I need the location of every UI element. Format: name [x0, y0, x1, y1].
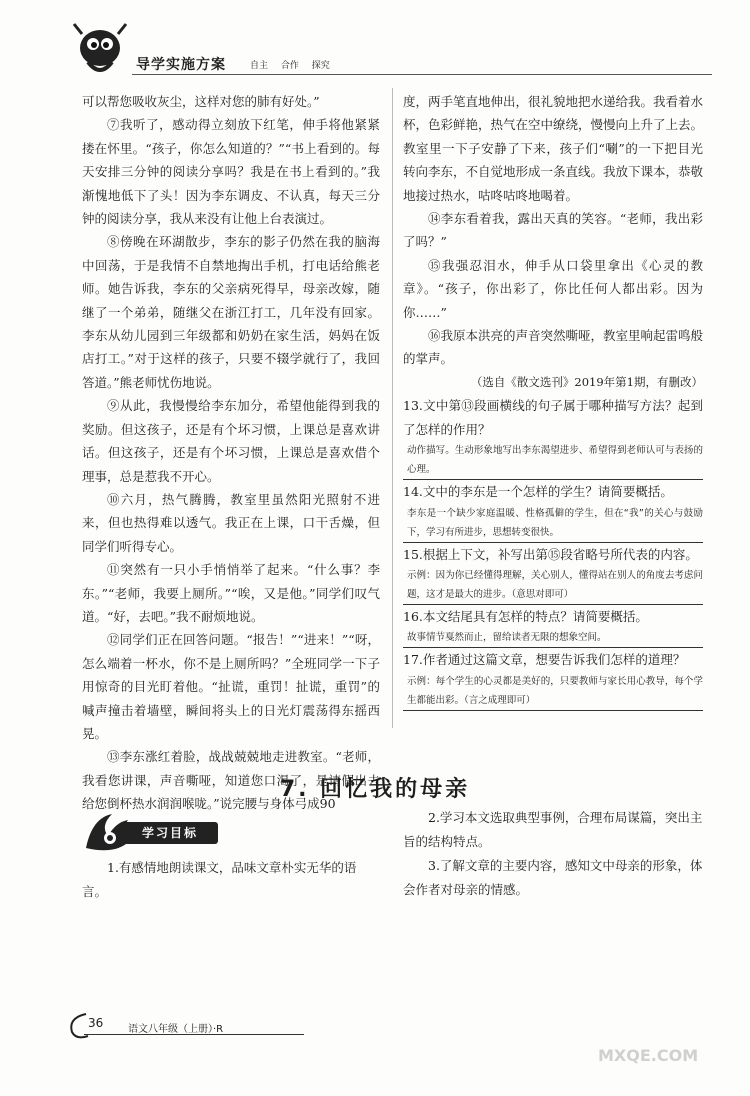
- tag-cooperation: 合作: [280, 61, 299, 71]
- right-para-14: ⑭李东看着我，露出天真的笑容。“老师，我出彩了吗？”: [403, 211, 703, 250]
- question-text: 17.作者通过这篇文章，想要告诉我们怎样的道理？: [403, 652, 686, 668]
- question-17: [403, 648, 703, 710]
- question-text: 13.文中第⑬段画横线的句子属于哪种描写方法？起到了怎样的作用？: [403, 398, 703, 437]
- column-divider: [392, 88, 393, 728]
- watermark: MXQE.COM: [598, 1046, 699, 1065]
- left-para-8: ⑧傍晚在环湖散步，李东的影子仍然在我的脑海中回荡，于是我情不自禁地掏出手机，打电话给熊老师。她告诉我，李东的父亲病死得早，母亲改嫁，随继了一个弟弟，随继父在浙江打工，几年没有回家。李东从幼儿园到三年级都和奶奶在家生活，妈妈在饭店打工。”对于这样的孩子，只要不辍学就行了，我回答道。”熊老师忧伤地说。: [82, 234, 380, 390]
- question-14: [403, 480, 703, 542]
- answer-line: 李东是一个缺少家庭温暖、性格孤僻的学生，但在“我”的关心与鼓励下，学习有所进步，思想转变很快。: [403, 504, 703, 543]
- right-para-1: 度，两手笔直地伸出，很礼貌地把水递给我。我看着水杯，色彩鲜艳，热气在空中缭绕，慢慢向上升了上去。教室里一下子安静了下来，孩子们“唰”的一下把目光转向李东，不自觉地形成一条直线。我放下课本，恭敬地接过热水，咕咚咕咚地喝着。: [403, 94, 704, 203]
- left-para-11: ⑪突然有一只小手悄悄举了起来。“什么事？李东。”“老师，我要上厕所。”“唉，又是他。”同学们叹气道。“好，去吧。”我不耐烦地说。: [82, 562, 380, 624]
- left-para-13: ⑬李东涨红着脸，战战兢兢地走进教室。“老师，我看您讲课，声音嘶哑，知道您口渴了，是请假出去给您倒杯热水润润喉咙。”说完腰与身体弓成90: [82, 749, 380, 812]
- left-para-7: ⑦我听了，感动得立刻放下红笔，伸手将他紧紧搂在怀里。“孩子，你怎么知道的？”“书上看到的。每天安排三分钟的阅读分享吗？我是在书上看到的。”我渐愧地低下了头！因为李东调皮、不认真，每天三分钟的阅读分享，我从来没有让他上台表演过。: [82, 117, 380, 227]
- answer-line: 动作描写。生动形象地写出李东渴望进步、希望得到老师认可与表扬的心理。: [403, 441, 703, 480]
- answer-line: 示例：因为你已经懂得理解，关心别人，懂得站在别人的角度去考虑问题，这才是最大的进步。（意思对即可）: [403, 566, 703, 605]
- right-para-16: ⑯我原本洪亮的声音突然嘶哑，教室里响起雷鸣般的掌声。: [403, 328, 704, 367]
- question-15: [403, 543, 703, 605]
- goal-2: 2.学习本文选取典型事例，合理布局谋篇，突出主旨的结构特点。: [403, 810, 703, 849]
- page-footer: [66, 1010, 306, 1040]
- learning-goals-label: 学习目标: [122, 822, 218, 844]
- goals-left: [82, 856, 380, 904]
- source-citation: （选自《散文选刊》2019年第1期，有删改）: [470, 374, 703, 389]
- left-para-1: 可以帮您吸收灰尘，这样对您的肺有好处。”: [82, 94, 320, 109]
- question-16: [403, 605, 703, 648]
- left-para-9: ⑨从此，我慢慢给李东加分，希望他能得到我的奖励。但这孩子，还是有个坏习惯，上课总是喜欢讲话。但这孩子，还是有个坏习惯，上课总是喜欢借个理事，总是惹我不开心。: [82, 398, 380, 484]
- page-number: 36: [88, 1016, 104, 1030]
- goal-1: 1.有感情地朗读课文，品味文章朴实无华的语言。: [82, 860, 357, 899]
- tag-autonomy: 自主: [250, 61, 269, 71]
- learning-goals-badge: [82, 808, 232, 854]
- book-label: 语文八年级（上册）·R: [128, 1024, 224, 1035]
- mascot-logo-icon: [70, 22, 130, 80]
- header-tags: [250, 58, 340, 71]
- tag-inquiry: 探究: [311, 61, 330, 71]
- footer-divider: [84, 1034, 304, 1035]
- goals-right: [403, 806, 703, 902]
- page-header: [70, 18, 710, 80]
- goal-3: 3.了解文章的主要内容，感知文中母亲的形象，体会作者对母亲的情感。: [403, 858, 703, 897]
- header-divider: [132, 74, 712, 75]
- header-title: 导学实施方案: [136, 57, 226, 73]
- question-text: 15.根据上下文，补写出第⑮段省略号所代表的内容。: [403, 546, 698, 562]
- lesson-title: 7. 回忆我的母亲: [279, 777, 471, 802]
- left-para-10: ⑩六月，热气腾腾，教室里虽然阳光照射不进来，但也热得难以透气。我正在上课，口干舌燥，但同学们听得专心。: [82, 491, 380, 554]
- question-13: [403, 394, 703, 480]
- question-text: 14.文中的李东是一个怎样的学生？请简要概括。: [403, 484, 673, 500]
- question-text: 16.本文结尾具有怎样的特点？请简要概括。: [403, 608, 648, 624]
- right-para-15: ⑮我强忍泪水，伸手从口袋里拿出《心灵的教章》。“孩子，你出彩了，你比任何人都出彩。因为你……”: [403, 257, 703, 320]
- answer-line: 故事情节戛然而止，留给读者无限的想象空间。: [403, 628, 703, 648]
- left-column: [82, 90, 380, 816]
- left-para-12: ⑫同学们正在回答问题。“报告！”“进来！”“呀，怎么端着一杯水，你不是上厕所吗？”全班同学一下子用惊奇的目光盯着他。“扯谎，重罚！扯谎，重罚”的喊声撞击着墙壁，瞬间将头上的日光灯震荡得东摇西晃。: [82, 632, 380, 741]
- swirl-ornament-icon: [66, 1010, 90, 1040]
- answer-line: 示例：每个学生的心灵都是美好的，只要教师与家长用心教导，每个学生都能出彩。（言之成理即可）: [403, 672, 703, 711]
- right-column: [403, 90, 703, 711]
